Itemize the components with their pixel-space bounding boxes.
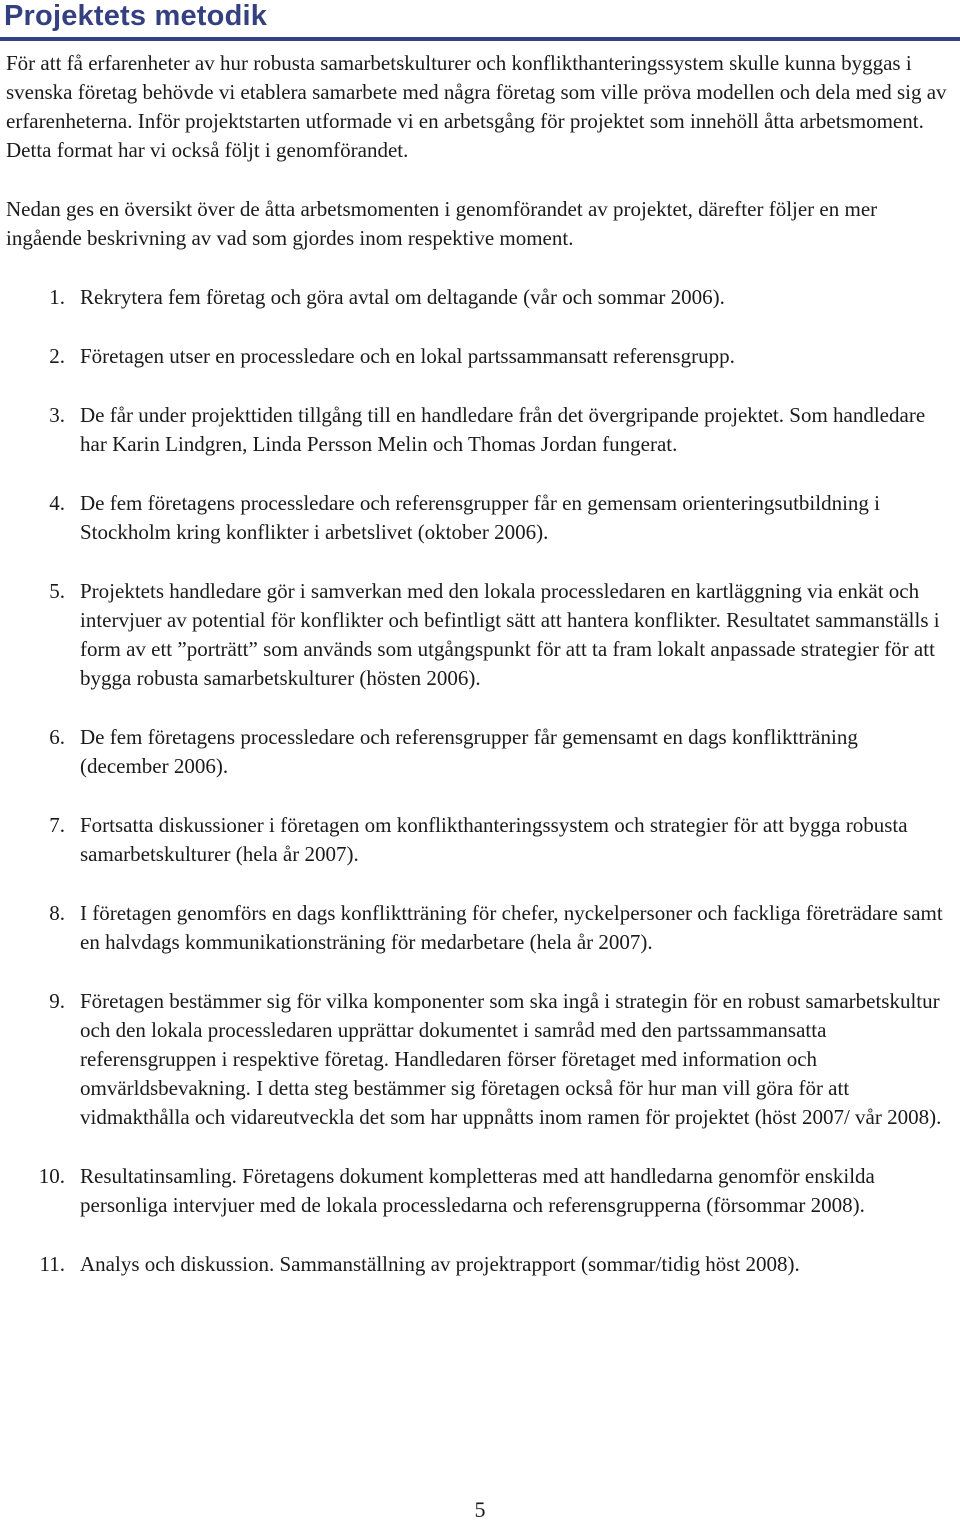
step-number: 2. — [49, 344, 65, 368]
step-text: Företagen utser en processledare och en lokal partssammansatt referensgrupp. — [80, 344, 735, 368]
step-text: De fem företagens processledare och referensgrupper får gemensamt en dags konfliktträning (december 2006). — [80, 725, 858, 778]
work-step-item — [6, 899, 951, 957]
step-number: 3. — [49, 403, 65, 427]
step-text: Fortsatta diskussioner i företagen om konflikthanteringssystem och strategier för att bygga robusta samarbetskulturer (hela år 2007). — [80, 813, 908, 866]
step-number: 10. — [38, 1164, 65, 1188]
document-body — [6, 45, 951, 1309]
work-step-item — [6, 577, 951, 693]
step-number: 1. — [49, 285, 65, 309]
step-number: 8. — [49, 901, 65, 925]
work-step-item — [6, 1250, 951, 1279]
step-text: De fem företagens processledare och referensgrupper får en gemensam orienteringsutbildning i Stockholm kring konflikter i arbetslivet (oktober 2006). — [80, 491, 881, 544]
work-step-item — [6, 489, 951, 547]
step-number: 11. — [39, 1252, 65, 1276]
step-text: Rekrytera fem företag och göra avtal om deltagande (vår och sommar 2006). — [80, 285, 725, 309]
step-number: 4. — [49, 491, 65, 515]
step-text: Analys och diskussion. Sammanställning av projektrapport (sommar/tidig höst 2008). — [80, 1252, 800, 1276]
step-number: 9. — [49, 989, 65, 1013]
page-number: 5 — [474, 1497, 486, 1522]
step-number: 7. — [49, 813, 65, 837]
section-heading: Projektets metodik — [4, 0, 268, 32]
work-step-item — [6, 1162, 951, 1220]
step-text: Projektets handledare gör i samverkan med den lokala processledaren en kartläggning via enkät och intervjuer av potential för konflikter och befintligt sätt att hantera konflikter. Resultatet sammanställs i form av ett ”porträtt” som används som utgångspunkt för att ta fram lokalt anpassade strategier för att bygga robusta samarbetskulturer (hösten 2006). — [80, 579, 940, 690]
step-text: De får under projekttiden tillgång till en handledare från det övergripande projektet. Som handledare har Karin Lindgren, Linda Persson Melin och Thomas Jordan fungerat. — [80, 403, 926, 456]
work-step-item — [6, 342, 951, 371]
work-step-item — [6, 723, 951, 781]
step-text: Resultatinsamling. Företagens dokument kompletteras med att handledarna genomför enskilda personliga intervjuer med de lokala processledarna och referensgrupperna (försommar 2008). — [80, 1164, 875, 1217]
intro-paragraph: För att få erfarenheter av hur robusta samarbetskulturer och konflikthanteringssystem skulle kunna byggas i svenska företag behövde vi etablera samarbete med några företag som ville pröva modellen och dela med sig av erfarenheterna. Inför projektstarten utformade vi en arbetsgång för projektet som innehöll åtta arbetsmoment. Detta format har vi också följt i genomförandet. — [6, 51, 947, 162]
work-steps-list — [6, 283, 951, 1279]
step-text: I företagen genomförs en dags konfliktträning för chefer, nyckelpersoner och fackliga företrädare samt en halvdags kommunikationsträning för medarbetare (hela år 2007). — [80, 901, 943, 954]
work-step-item — [6, 283, 951, 312]
step-text: Företagen bestämmer sig för vilka komponenter som ska ingå i strategin för en robust samarbetskultur och den lokala processledaren upprättar dokumentet i samråd med den partssammansatta referensgruppen i respektive företag. Handledaren förser företaget med information och omvärldsbevakning. I detta steg bestämmer sig företagen också för hur man vill göra för att vidmakthålla och vidareutveckla det som har uppnåtts inom ramen för projektet (höst 2007/ vår 2008). — [80, 989, 942, 1129]
overview-paragraph: Nedan ges en översikt över de åtta arbetsmomenten i genomförandet av projektet, därefter följer en mer ingående beskrivning av vad som gjordes inom respektive moment. — [6, 197, 878, 250]
step-number: 5. — [49, 579, 65, 603]
work-step-item — [6, 811, 951, 869]
work-step-item — [6, 401, 951, 459]
work-step-item — [6, 987, 951, 1132]
step-number: 6. — [49, 725, 65, 749]
heading-rule — [0, 37, 960, 41]
